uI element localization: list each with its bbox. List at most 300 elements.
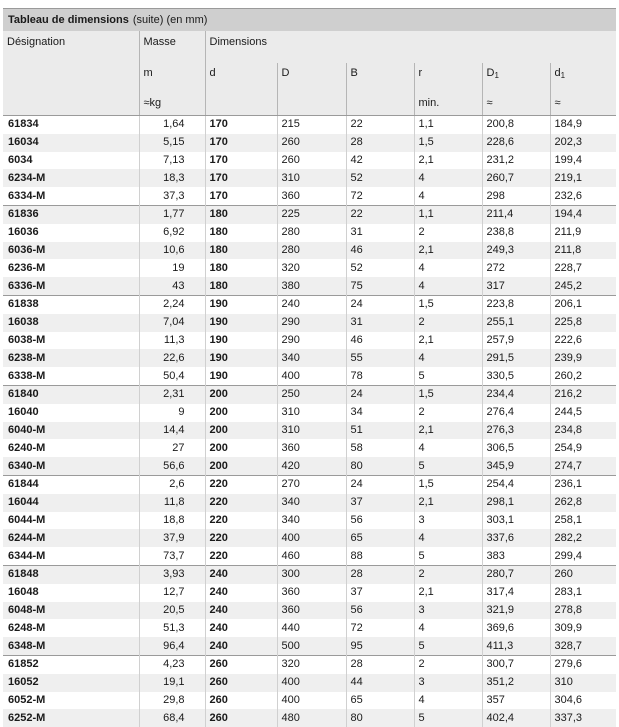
cell-D1: 231,2	[482, 152, 550, 170]
cell-D1: 249,3	[482, 242, 550, 260]
cell-D1: 300,7	[482, 655, 550, 673]
cell-designation: 6344-M	[3, 547, 139, 565]
header-empty	[277, 94, 346, 116]
cell-d: 180	[205, 224, 277, 242]
cell-r: 1,5	[414, 385, 482, 403]
cell-d1: 236,1	[550, 475, 616, 493]
header-designation: Désignation	[3, 31, 139, 63]
header-masse: Masse	[139, 31, 205, 63]
cell-r: 5	[414, 709, 482, 727]
cell-d1: 309,9	[550, 619, 616, 637]
cell-D1: 276,4	[482, 404, 550, 422]
cell-designation: 6334-M	[3, 187, 139, 205]
cell-designation: 6248-M	[3, 619, 139, 637]
table-row	[3, 565, 616, 583]
table-row	[3, 169, 616, 187]
cell-D: 290	[277, 314, 346, 332]
table-row	[3, 602, 616, 620]
cell-D: 250	[277, 385, 346, 403]
cell-D1: 234,4	[482, 385, 550, 403]
cell-mass: 18,3	[139, 169, 205, 187]
cell-d1: 310	[550, 674, 616, 692]
cell-d: 200	[205, 457, 277, 475]
cell-r: 5	[414, 637, 482, 655]
cell-mass: 6,92	[139, 224, 205, 242]
cell-mass: 43	[139, 277, 205, 295]
cell-B: 56	[346, 602, 414, 620]
dimension-table-panel	[3, 8, 616, 727]
cell-D: 480	[277, 709, 346, 727]
cell-d: 220	[205, 529, 277, 547]
cell-D: 300	[277, 565, 346, 583]
cell-r: 2,1	[414, 584, 482, 602]
cell-B: 34	[346, 404, 414, 422]
cell-d: 220	[205, 494, 277, 512]
cell-mass: 11,8	[139, 494, 205, 512]
cell-D: 380	[277, 277, 346, 295]
cell-B: 24	[346, 295, 414, 313]
cell-D: 310	[277, 404, 346, 422]
cell-D: 290	[277, 332, 346, 350]
header-d1-unit: ≈	[550, 94, 616, 116]
table-row	[3, 529, 616, 547]
cell-d: 190	[205, 295, 277, 313]
table-title-main: Tableau de dimensions	[8, 14, 129, 26]
cell-d1: 211,8	[550, 242, 616, 260]
cell-r: 1,5	[414, 295, 482, 313]
cell-B: 31	[346, 224, 414, 242]
cell-D1: 211,4	[482, 205, 550, 223]
header-empty	[3, 94, 139, 116]
cell-d: 170	[205, 169, 277, 187]
cell-B: 24	[346, 475, 414, 493]
cell-r: 2	[414, 404, 482, 422]
cell-r: 2,1	[414, 494, 482, 512]
table-row	[3, 547, 616, 565]
cell-d1: 202,3	[550, 134, 616, 152]
cell-d1: 337,3	[550, 709, 616, 727]
cell-D: 320	[277, 655, 346, 673]
cell-d: 170	[205, 152, 277, 170]
cell-d: 220	[205, 512, 277, 530]
cell-d1: 222,6	[550, 332, 616, 350]
cell-mass: 4,23	[139, 655, 205, 673]
cell-B: 46	[346, 242, 414, 260]
cell-r: 3	[414, 674, 482, 692]
cell-mass: 37,3	[139, 187, 205, 205]
cell-designation: 6338-M	[3, 367, 139, 385]
cell-r: 2	[414, 314, 482, 332]
table-row	[3, 116, 616, 134]
cell-B: 22	[346, 205, 414, 223]
cell-D: 240	[277, 295, 346, 313]
cell-mass: 1,64	[139, 116, 205, 134]
header-empty	[346, 94, 414, 116]
cell-r: 5	[414, 547, 482, 565]
cell-d: 180	[205, 277, 277, 295]
table-row	[3, 619, 616, 637]
cell-r: 4	[414, 277, 482, 295]
header-masse-unit: ≈kg	[139, 94, 205, 116]
cell-d1: 211,9	[550, 224, 616, 242]
table-row	[3, 494, 616, 512]
cell-designation: 16038	[3, 314, 139, 332]
cell-designation: 16034	[3, 134, 139, 152]
cell-d1: 234,8	[550, 422, 616, 440]
cell-r: 3	[414, 512, 482, 530]
cell-d1: 282,2	[550, 529, 616, 547]
cell-designation: 6034	[3, 152, 139, 170]
table-title	[3, 8, 616, 31]
cell-B: 72	[346, 187, 414, 205]
cell-d: 240	[205, 637, 277, 655]
cell-D1: 383	[482, 547, 550, 565]
cell-d1: 244,5	[550, 404, 616, 422]
cell-designation: 61834	[3, 116, 139, 134]
cell-D: 340	[277, 494, 346, 512]
cell-d1: 194,4	[550, 205, 616, 223]
cell-mass: 68,4	[139, 709, 205, 727]
cell-D: 320	[277, 259, 346, 277]
header-d1: $d_1$	[550, 63, 616, 94]
cell-D1: 291,5	[482, 349, 550, 367]
cell-r: 4	[414, 349, 482, 367]
cell-designation: 6040-M	[3, 422, 139, 440]
cell-mass: 2,6	[139, 475, 205, 493]
cell-designation: 6048-M	[3, 602, 139, 620]
cell-designation: 6236-M	[3, 259, 139, 277]
cell-d: 200	[205, 422, 277, 440]
cell-d: 220	[205, 547, 277, 565]
cell-D1: 254,4	[482, 475, 550, 493]
header-empty	[3, 63, 139, 94]
cell-D1: 345,9	[482, 457, 550, 475]
table-row	[3, 259, 616, 277]
cell-mass: 7,04	[139, 314, 205, 332]
cell-D1: 298,1	[482, 494, 550, 512]
cell-designation: 6052-M	[3, 692, 139, 710]
table-header	[3, 31, 616, 116]
cell-d1: 258,1	[550, 512, 616, 530]
table-row	[3, 709, 616, 727]
cell-r: 4	[414, 259, 482, 277]
cell-D: 400	[277, 367, 346, 385]
header-m: m	[139, 63, 205, 94]
cell-d: 240	[205, 619, 277, 637]
dimensions-table	[3, 31, 616, 727]
cell-D: 280	[277, 224, 346, 242]
cell-B: 75	[346, 277, 414, 295]
cell-D1: 317,4	[482, 584, 550, 602]
cell-designation: 16048	[3, 584, 139, 602]
cell-designation: 6038-M	[3, 332, 139, 350]
table-row	[3, 314, 616, 332]
cell-D1: 223,8	[482, 295, 550, 313]
cell-d: 200	[205, 385, 277, 403]
cell-mass: 27	[139, 439, 205, 457]
cell-D: 420	[277, 457, 346, 475]
header-d: d	[205, 63, 277, 94]
cell-r: 1,1	[414, 205, 482, 223]
cell-d: 260	[205, 709, 277, 727]
header-dimensions: Dimensions	[205, 31, 616, 63]
cell-d1: 219,1	[550, 169, 616, 187]
cell-r: 2	[414, 565, 482, 583]
cell-d1: 254,9	[550, 439, 616, 457]
cell-d1: 199,4	[550, 152, 616, 170]
cell-d: 260	[205, 674, 277, 692]
cell-B: 37	[346, 494, 414, 512]
cell-designation: 61844	[3, 475, 139, 493]
cell-r: 4	[414, 169, 482, 187]
cell-designation: 6252-M	[3, 709, 139, 727]
cell-mass: 19	[139, 259, 205, 277]
cell-d1: 279,6	[550, 655, 616, 673]
cell-B: 24	[346, 385, 414, 403]
cell-d: 170	[205, 116, 277, 134]
cell-r: 2,1	[414, 332, 482, 350]
cell-designation: 6348-M	[3, 637, 139, 655]
table-row	[3, 332, 616, 350]
table-row	[3, 422, 616, 440]
table-row	[3, 475, 616, 493]
cell-B: 65	[346, 692, 414, 710]
cell-D: 400	[277, 529, 346, 547]
cell-designation: 16036	[3, 224, 139, 242]
cell-B: 80	[346, 457, 414, 475]
cell-d1: 328,7	[550, 637, 616, 655]
cell-D1: 276,3	[482, 422, 550, 440]
cell-B: 28	[346, 655, 414, 673]
cell-designation: 16040	[3, 404, 139, 422]
cell-r: 2	[414, 224, 482, 242]
cell-mass: 22,6	[139, 349, 205, 367]
cell-D: 270	[277, 475, 346, 493]
cell-d1: 262,8	[550, 494, 616, 512]
cell-r: 4	[414, 439, 482, 457]
table-body	[3, 116, 616, 727]
cell-B: 52	[346, 169, 414, 187]
cell-d: 180	[205, 205, 277, 223]
cell-B: 80	[346, 709, 414, 727]
cell-mass: 20,5	[139, 602, 205, 620]
cell-D1: 306,5	[482, 439, 550, 457]
cell-D: 360	[277, 602, 346, 620]
cell-mass: 56,6	[139, 457, 205, 475]
cell-designation: 6340-M	[3, 457, 139, 475]
cell-d1: 260	[550, 565, 616, 583]
cell-designation: 61848	[3, 565, 139, 583]
cell-D1: 260,7	[482, 169, 550, 187]
cell-D1: 228,6	[482, 134, 550, 152]
cell-d1: 216,2	[550, 385, 616, 403]
cell-d: 190	[205, 349, 277, 367]
cell-d1: 278,8	[550, 602, 616, 620]
cell-d1: 245,2	[550, 277, 616, 295]
table-row	[3, 224, 616, 242]
cell-mass: 73,7	[139, 547, 205, 565]
table-row	[3, 655, 616, 673]
cell-D1: 357	[482, 692, 550, 710]
cell-B: 51	[346, 422, 414, 440]
header-r: r	[414, 63, 482, 94]
cell-r: 4	[414, 619, 482, 637]
cell-D1: 257,9	[482, 332, 550, 350]
table-row	[3, 205, 616, 223]
cell-D: 360	[277, 439, 346, 457]
cell-r: 2,1	[414, 242, 482, 260]
cell-B: 65	[346, 529, 414, 547]
table-title-suffix: (suite) (en mm)	[133, 14, 208, 26]
cell-mass: 10,6	[139, 242, 205, 260]
cell-mass: 9	[139, 404, 205, 422]
table-row	[3, 457, 616, 475]
cell-B: 52	[346, 259, 414, 277]
cell-r: 5	[414, 367, 482, 385]
cell-B: 78	[346, 367, 414, 385]
cell-B: 22	[346, 116, 414, 134]
cell-D1: 402,4	[482, 709, 550, 727]
cell-r: 4	[414, 529, 482, 547]
cell-designation: 6238-M	[3, 349, 139, 367]
table-row	[3, 385, 616, 403]
cell-D1: 238,8	[482, 224, 550, 242]
cell-mass: 2,24	[139, 295, 205, 313]
cell-d1: 228,7	[550, 259, 616, 277]
cell-designation: 61836	[3, 205, 139, 223]
cell-B: 72	[346, 619, 414, 637]
cell-d1: 299,4	[550, 547, 616, 565]
cell-B: 28	[346, 134, 414, 152]
cell-r: 4	[414, 692, 482, 710]
table-row	[3, 584, 616, 602]
cell-D: 260	[277, 152, 346, 170]
cell-D: 460	[277, 547, 346, 565]
cell-D: 310	[277, 422, 346, 440]
cell-d: 180	[205, 242, 277, 260]
cell-d: 170	[205, 134, 277, 152]
cell-d1: 225,8	[550, 314, 616, 332]
header-D1: $D_1$	[482, 63, 550, 94]
cell-d: 220	[205, 475, 277, 493]
cell-D1: 272	[482, 259, 550, 277]
cell-mass: 11,3	[139, 332, 205, 350]
cell-d1: 232,6	[550, 187, 616, 205]
cell-r: 2,1	[414, 422, 482, 440]
header-empty	[205, 94, 277, 116]
cell-D: 215	[277, 116, 346, 134]
table-row	[3, 512, 616, 530]
cell-D1: 337,6	[482, 529, 550, 547]
cell-d: 240	[205, 565, 277, 583]
cell-r: 4	[414, 187, 482, 205]
cell-d: 240	[205, 602, 277, 620]
cell-D1: 330,5	[482, 367, 550, 385]
cell-mass: 1,77	[139, 205, 205, 223]
cell-r: 3	[414, 602, 482, 620]
table-row	[3, 152, 616, 170]
cell-d: 200	[205, 439, 277, 457]
cell-mass: 12,7	[139, 584, 205, 602]
table-row	[3, 187, 616, 205]
table-row	[3, 349, 616, 367]
cell-D1: 411,3	[482, 637, 550, 655]
cell-d: 190	[205, 367, 277, 385]
cell-D1: 280,7	[482, 565, 550, 583]
cell-B: 46	[346, 332, 414, 350]
cell-mass: 51,3	[139, 619, 205, 637]
table-row	[3, 692, 616, 710]
table-row	[3, 439, 616, 457]
cell-designation: 6234-M	[3, 169, 139, 187]
cell-designation: 6244-M	[3, 529, 139, 547]
table-row	[3, 242, 616, 260]
cell-D: 360	[277, 584, 346, 602]
cell-B: 95	[346, 637, 414, 655]
cell-D: 400	[277, 692, 346, 710]
header-D1-unit: ≈	[482, 94, 550, 116]
cell-d1: 206,1	[550, 295, 616, 313]
cell-d1: 304,6	[550, 692, 616, 710]
cell-mass: 19,1	[139, 674, 205, 692]
cell-mass: 14,4	[139, 422, 205, 440]
cell-designation: 6336-M	[3, 277, 139, 295]
cell-D: 340	[277, 512, 346, 530]
cell-mass: 37,9	[139, 529, 205, 547]
cell-D1: 351,2	[482, 674, 550, 692]
cell-B: 58	[346, 439, 414, 457]
cell-r: 2	[414, 655, 482, 673]
cell-D1: 317	[482, 277, 550, 295]
cell-D: 500	[277, 637, 346, 655]
cell-mass: 5,15	[139, 134, 205, 152]
cell-d1: 260,2	[550, 367, 616, 385]
cell-designation: 6240-M	[3, 439, 139, 457]
cell-B: 56	[346, 512, 414, 530]
cell-mass: 29,8	[139, 692, 205, 710]
header-r-unit: min.	[414, 94, 482, 116]
cell-D1: 298	[482, 187, 550, 205]
cell-d1: 283,1	[550, 584, 616, 602]
cell-designation: 61852	[3, 655, 139, 673]
cell-mass: 18,8	[139, 512, 205, 530]
cell-designation: 6044-M	[3, 512, 139, 530]
cell-mass: 50,4	[139, 367, 205, 385]
cell-D1: 303,1	[482, 512, 550, 530]
table-row	[3, 134, 616, 152]
cell-d1: 239,9	[550, 349, 616, 367]
cell-d: 240	[205, 584, 277, 602]
cell-D1: 200,8	[482, 116, 550, 134]
cell-B: 31	[346, 314, 414, 332]
table-row	[3, 277, 616, 295]
cell-designation: 16044	[3, 494, 139, 512]
table-row	[3, 295, 616, 313]
cell-D: 280	[277, 242, 346, 260]
cell-D1: 369,6	[482, 619, 550, 637]
table-row	[3, 367, 616, 385]
cell-D: 360	[277, 187, 346, 205]
cell-designation: 6036-M	[3, 242, 139, 260]
cell-B: 37	[346, 584, 414, 602]
cell-d: 200	[205, 404, 277, 422]
cell-D: 225	[277, 205, 346, 223]
cell-d: 260	[205, 692, 277, 710]
cell-r: 1,1	[414, 116, 482, 134]
cell-r: 1,5	[414, 475, 482, 493]
table-row	[3, 637, 616, 655]
cell-d: 190	[205, 332, 277, 350]
